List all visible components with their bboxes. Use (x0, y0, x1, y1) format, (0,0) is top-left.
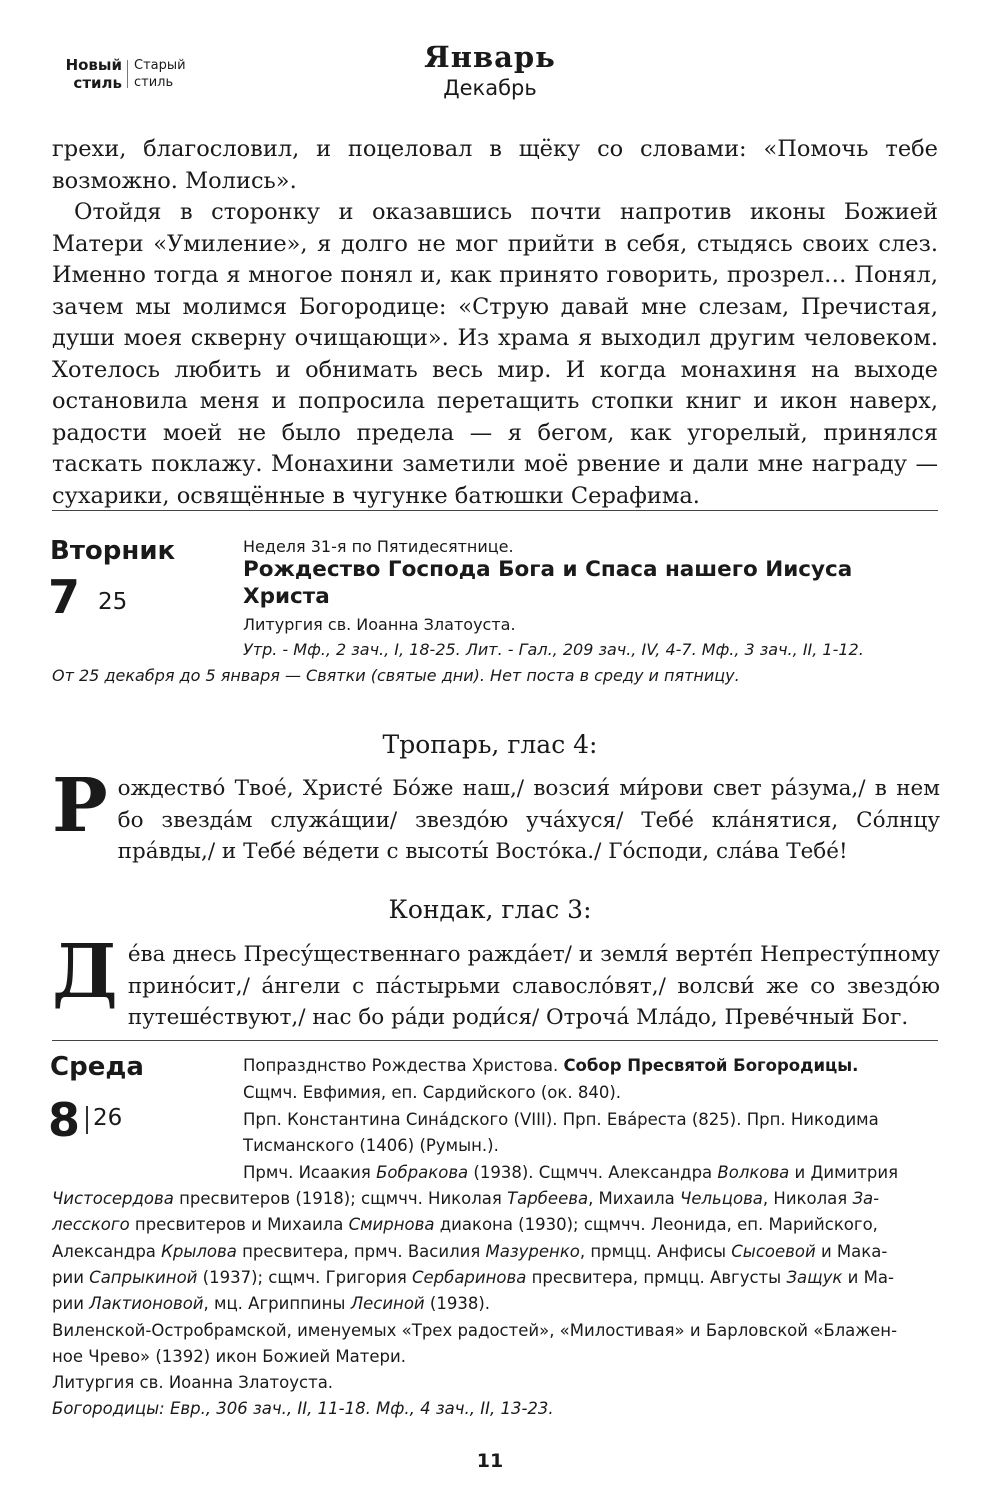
icons-line: ное Чрево» (1392) икон Божией Матери. (52, 1347, 406, 1366)
synaxis-title: Собор Пресвятой Богородицы. (563, 1056, 859, 1075)
surname: Смирнова (348, 1215, 435, 1234)
page-number: 11 (476, 1450, 504, 1472)
text: , Николая (762, 1189, 853, 1208)
text: (1937); сщмч. Григория (197, 1268, 412, 1287)
text: пресвитера, прмцц. Августы (526, 1268, 787, 1287)
surname: лесского (52, 1215, 130, 1234)
divider (52, 1040, 938, 1041)
text: (1938). Сщмчч. Александра (468, 1163, 718, 1182)
text: и Мака- (815, 1242, 888, 1261)
text: Александра (52, 1242, 162, 1261)
kontakion-text (52, 929, 940, 1034)
readings: Утр. - Мф., 2 зач., I, 18-25. Лит. - Гал., 209 зач., IV, 4-7. Мф., 3 зач., II, 1-12. (243, 640, 864, 659)
surname: Лесиной (350, 1294, 425, 1313)
text: , Михаила (588, 1189, 681, 1208)
martyrs-line (52, 1239, 887, 1266)
surname: Крылова (161, 1242, 237, 1261)
saint-line: Прп. Константина Сина́дского (VIII). Прп. Евáреста (825). Прп. Никодима (243, 1110, 879, 1129)
martyrs-line (52, 1212, 878, 1239)
forefeast-text: Попразднство Рождества Христова. (243, 1056, 559, 1075)
old-month-title: Декабрь (443, 76, 537, 100)
text: рии (52, 1268, 90, 1287)
saint-line: Сщмч. Евфимия, еп. Сардийского (ок. 840). (243, 1083, 622, 1102)
saint-line: Тисманского (1406) (Румын.). (243, 1136, 499, 1155)
new-date: 8 (48, 1093, 81, 1147)
text: пресвитеров и Михаила (129, 1215, 349, 1234)
troparion-dropcap: Р (52, 763, 108, 849)
surname: Мазуренко (485, 1242, 580, 1261)
old-date: 26 (93, 1105, 123, 1131)
date-divider (86, 1106, 88, 1134)
troparion-body: ождество́ Твое́, Христе́ Бо́же наш,/ возсия́ ми́рови свет ра́зума,/ в нем бо звезда́м служа́щии/ звездо́ю уча́хуся/ Тебе́ кла́нятися, Со́лнцу пра́вды,/ и Тебе́ ве́дети с высоты́ Восто́ка./ Го́споди, сла́ва Тебе́! (117, 776, 940, 864)
surname: Сапрыкиной (89, 1268, 198, 1287)
troparion-text (52, 763, 940, 868)
new-style-line2: стиль (73, 74, 122, 92)
story-paragraph: грехи, благословил, и поцеловал в щёку со словами: «Помочь тебе возможно. Молись». (52, 136, 938, 194)
kontakion-body: е́ва днесь Пресу́щественнаго ражда́ет/ и земля́ верте́п Непресту́пному прино́сит,/ а́нгели с па́стырьми славосло́вят,/ волсви́ же со звездо́ю путеше́ствуют,/ нас бо ра́ди роди́ся/ Отроча́ Мла́до, Преве́чный Бог. (127, 942, 940, 1030)
surname: Бобракова (376, 1163, 469, 1182)
text: пресвитеров (1918); сщмчч. Николая (173, 1189, 508, 1208)
new-style-line1: Новый (65, 56, 122, 74)
text: пресвитера, прмч. Василия (236, 1242, 486, 1261)
surname: За- (852, 1189, 880, 1208)
old-style-line2: стиль (134, 75, 174, 90)
text: Прмч. Исаакия (243, 1163, 377, 1182)
troparion-title: Тропарь, глас 4: (382, 730, 598, 759)
martyrs-line (52, 1291, 490, 1318)
week-label: Неделя 31-я по Пятидесятнице. (243, 537, 514, 556)
weekday-wednesday: Среда (50, 1052, 144, 1082)
text: диакона (1930); сщмчч. Леонида, еп. Марийского, (434, 1215, 878, 1234)
text: (1938). (424, 1294, 491, 1313)
surname: Сербаринова (412, 1268, 527, 1287)
martyrs-line (52, 1186, 879, 1213)
surname: Волкова (717, 1163, 790, 1182)
readings: Богородицы: Евр., 306 зач., II, 11-18. Мф., 4 зач., II, 13-23. (52, 1399, 554, 1418)
text: рии (52, 1294, 90, 1313)
kontakion-title: Кондак, глас 3: (388, 895, 592, 924)
text: и Димитрия (789, 1163, 899, 1182)
divider (52, 510, 938, 511)
kontakion-dropcap: Д (52, 929, 118, 1015)
icons-line: Виленской-Остробрамской, именуемых «Трех радостей», «Милостивая» и Барловской «Блажен- (52, 1321, 898, 1340)
feast-title: Рождество Господа Бога и Спаса нашего Иисуса Христа (243, 557, 853, 609)
old-style-line1: Старый (134, 58, 186, 73)
new-date: 7 (48, 570, 81, 624)
martyrs-line (243, 1160, 898, 1187)
text: и Ма- (842, 1268, 894, 1287)
weekday-tuesday: Вторник (50, 536, 176, 566)
story-text (52, 134, 938, 512)
text: , мц. Агриппины (203, 1294, 351, 1313)
old-date: 25 (98, 589, 128, 615)
liturgy-label: Литургия св. Иоанна Златоуста. (243, 615, 516, 634)
text: , прмцц. Анфисы (579, 1242, 732, 1261)
surname: Чельцова (680, 1189, 763, 1208)
forefeast-line (243, 1053, 858, 1080)
surname: Лактионовой (89, 1294, 204, 1313)
liturgy-label: Литургия св. Иоанна Златоуста. (52, 1373, 334, 1392)
surname: Чистосердова (52, 1189, 174, 1208)
surname: Сысоевой (731, 1242, 816, 1261)
svyatki-note: От 25 декабря до 5 января — Святки (святые дни). Нет поста в среду и пятницу. (52, 666, 740, 685)
surname: Тарбеева (507, 1189, 589, 1208)
month-title: Январь (424, 40, 556, 74)
martyrs-line (52, 1265, 894, 1292)
story-paragraph: Отойдя в сторонку и оказавшись почти напротив иконы Божией Матери «Умиление», я долго не мог прийти в себя, стыдясь своих слез. Именно тогда я многое понял и, как принято говорить, прозрел… Понял, зачем мы молимся Богородице: «Струю давай мне слезам, Пречистая, души моея скверну очищающи». Из храма я выходил другим человеком. Хотелось любить и обнимать весь мир. И когда монахиня на выходе остановила меня и попросила перетащить стопки книг и икон наверх, радости моей не было предела — я бегом, как угорелый, принялся таскать поклажу. Монахини заметили моё рвение и дали мне награду — сухарики, освящённые в чугунке батюшки Серафима. (52, 199, 938, 509)
surname: Защук (786, 1268, 843, 1287)
